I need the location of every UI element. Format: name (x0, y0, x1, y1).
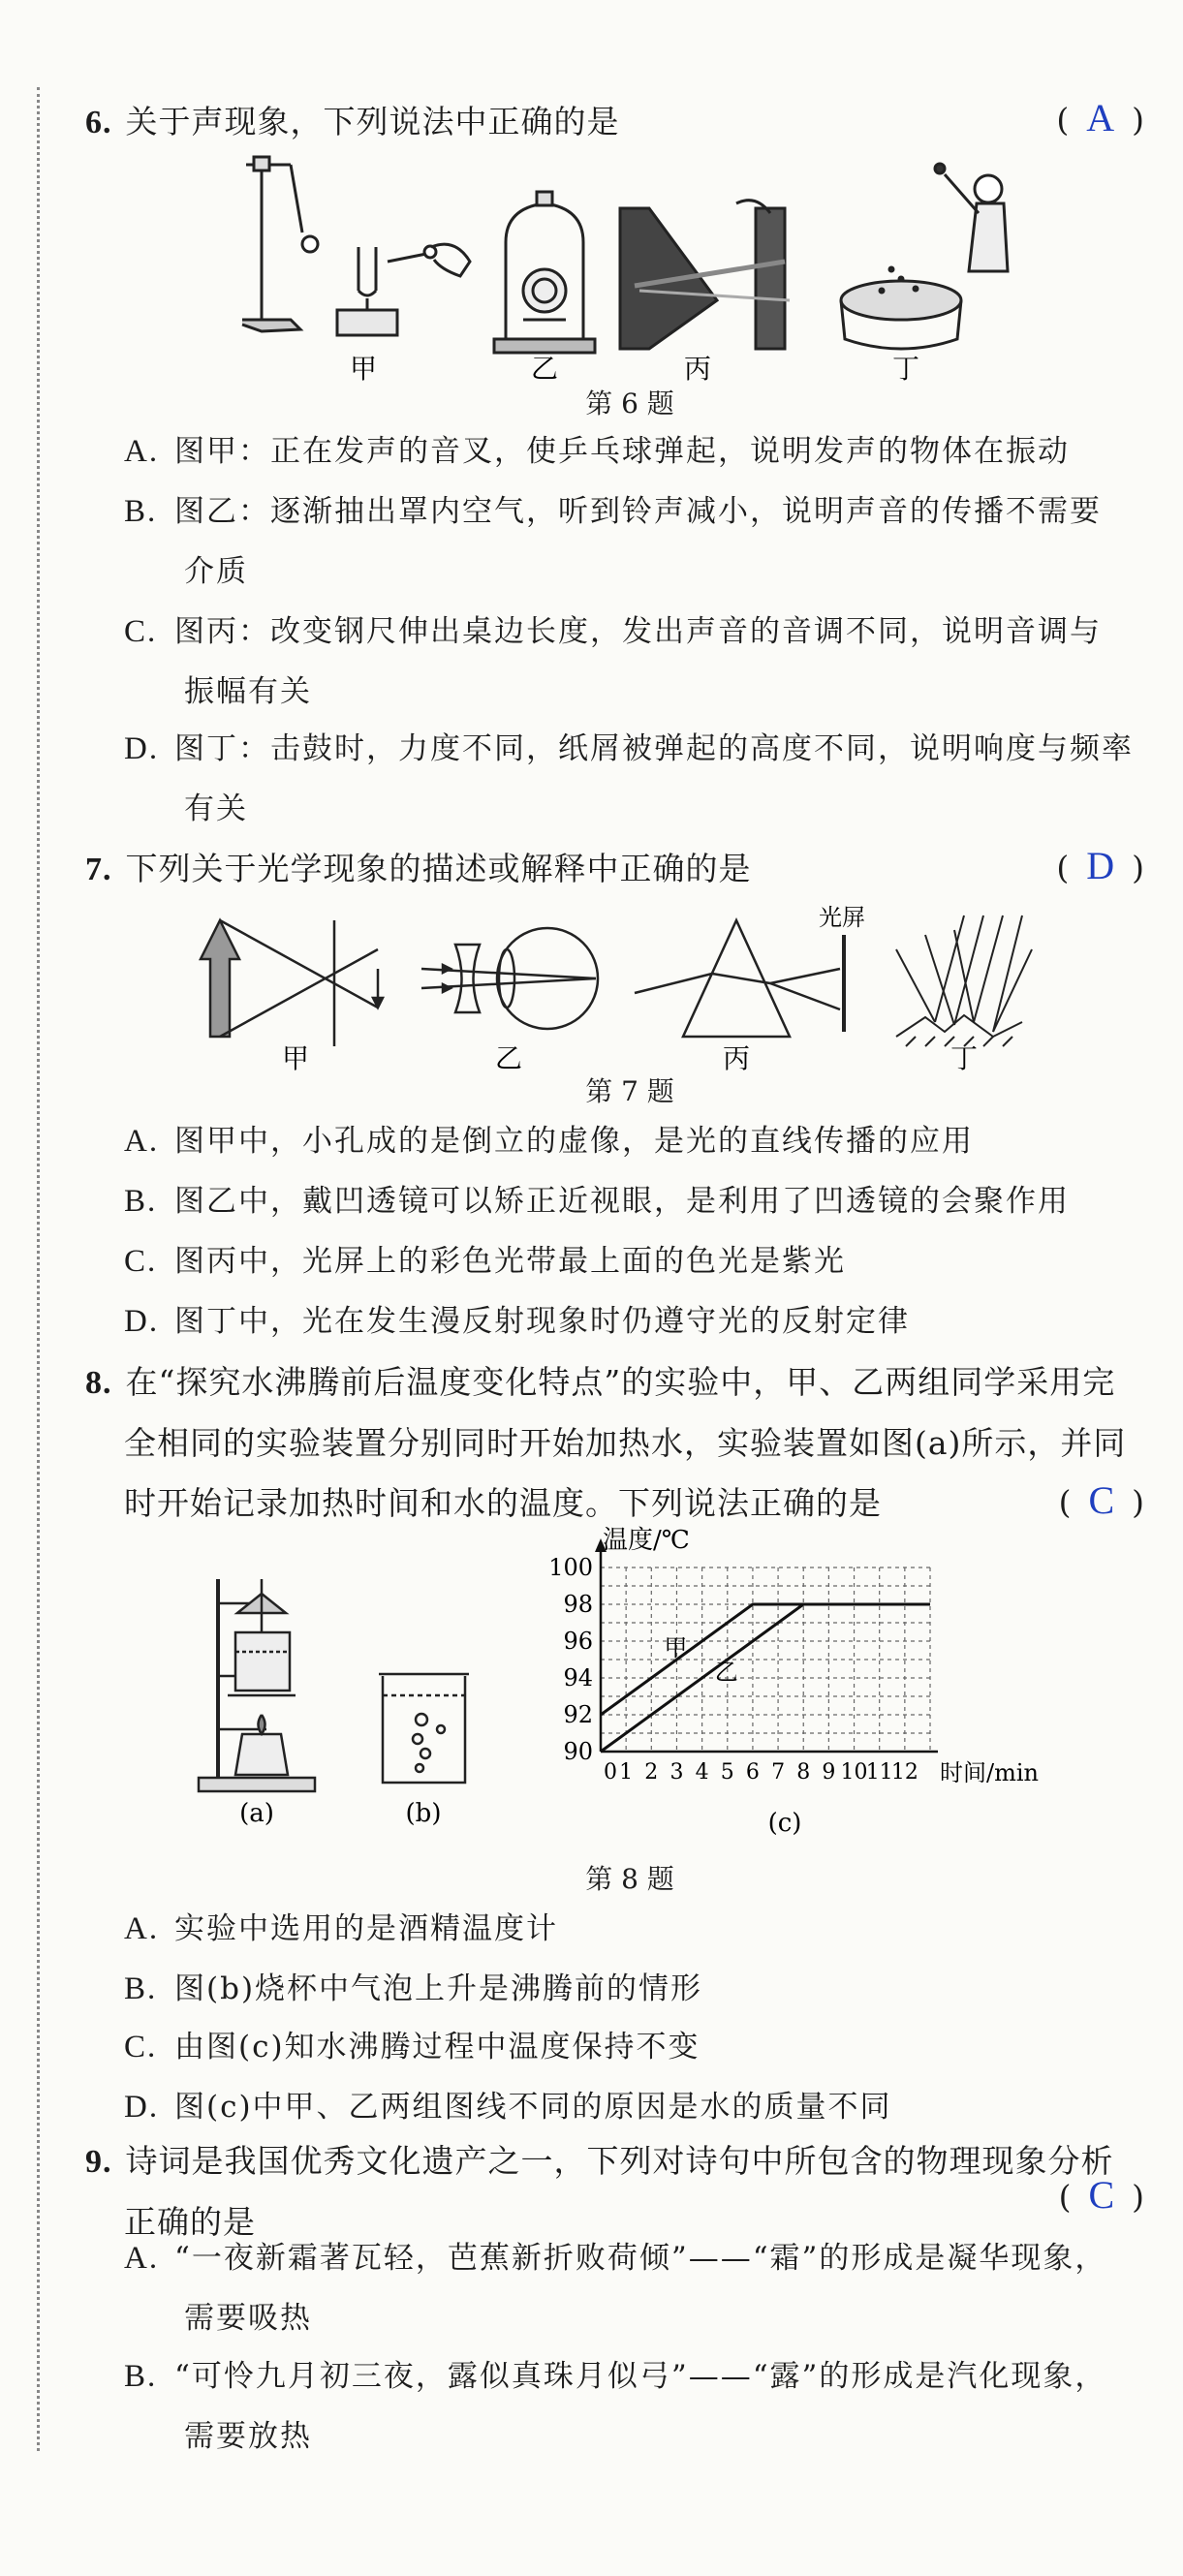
answer-paren-open: ( (1058, 1483, 1072, 1521)
binding-margin-line (37, 87, 40, 2451)
q6-option-a (124, 421, 1135, 481)
option-text: 图丙中，光屏上的彩色光带最上面的色光是紫光 (174, 1244, 846, 1279)
answer-paren-open: ( (1056, 849, 1070, 886)
label-ding: 丁 (891, 353, 920, 385)
option-letter: A. (124, 434, 160, 469)
option-text: 图乙：逐渐抽出罩内空气，听到铃声减小，说明声音的传播不需要 (174, 494, 1102, 529)
q9-option-a (124, 2228, 1135, 2348)
option-text: 图丁：击鼓时，力度不同，纸屑被弹起的高度不同，说明响度与频率 (174, 731, 1134, 766)
option-text: 图甲中，小孔成的是倒立的虚像，是光的直线传播的应用 (174, 1124, 974, 1159)
label-screen: 光屏 (819, 904, 865, 931)
option-text: 实验中选用的是酒精温度计 (174, 1911, 558, 1946)
option-letter: B. (124, 1971, 158, 2006)
option-text: 图甲：正在发声的音叉，使乒乓球弹起，说明发声的物体在振动 (174, 434, 1070, 469)
chart-x-axis-label: 时间/min (940, 1759, 1039, 1786)
q8-option-c (124, 2017, 1135, 2077)
question-8-apparatus (189, 1560, 518, 1831)
chart-series-label: 甲 (664, 1634, 688, 1662)
chart-y-axis-label: 温度/℃ (603, 1526, 690, 1555)
label-bing: 丙 (722, 1042, 751, 1071)
chart-x-tick-label: 1 (619, 1760, 634, 1785)
chart-x-tick-label: 4 (695, 1760, 709, 1785)
q8-option-b (124, 1959, 1135, 2019)
question-7-answer-letter: D (1086, 844, 1115, 887)
chart-x-tick-label: 2 (644, 1760, 659, 1785)
q6-option-b (124, 481, 1135, 602)
question-7-text: 下列关于光学现象的描述或解释中正确的是 (125, 850, 752, 887)
option-letter: A. (124, 1911, 160, 1946)
q7-option-c (124, 1231, 1135, 1291)
question-6-figure (233, 155, 1066, 388)
answer-paren-close: ) (1132, 849, 1144, 886)
label-jia: 甲 (281, 1042, 310, 1071)
chart-x-tick-label: 5 (720, 1760, 734, 1785)
figure-7-caption: 第 7 题 (585, 1075, 674, 1107)
q8-option-d (124, 2077, 1135, 2137)
q6-option-d (124, 719, 1135, 839)
option-text: 由图(c)知水沸腾过程中温度保持不变 (174, 2030, 700, 2064)
label-jia: 甲 (349, 353, 378, 385)
figure-6-caption: 第 6 题 (585, 388, 674, 419)
figure-yi-eye-lens (421, 928, 598, 1029)
option-text-cont: 需要放热 (184, 2419, 312, 2454)
q6-option-c (124, 602, 1135, 722)
figure-bing-ruler (620, 201, 790, 349)
option-letter: D. (124, 731, 160, 766)
figure-ding-diffuse-reflection (896, 916, 1032, 1046)
question-8-line-1: 在“探究水沸腾前后温度变化特点”的实验中，甲、乙两组同学采用完 (125, 1363, 1116, 1401)
answer-paren-close: ) (1132, 101, 1144, 139)
question-8-line-2: 全相同的实验装置分别同时开始加热水，实验装置如图(a)所示，并同 (124, 1424, 1127, 1462)
chart-y-tick-label: 98 (563, 1591, 593, 1618)
chart-y-tick-label: 96 (563, 1628, 593, 1655)
q7-option-b (124, 1171, 1135, 1231)
question-8-number: 8. (85, 1365, 112, 1401)
option-text: 图(c)中甲、乙两组图线不同的原因是水的质量不同 (174, 2090, 892, 2125)
answer-paren-close: ) (1132, 2178, 1144, 2216)
option-text-cont: 需要吸热 (184, 2301, 312, 2336)
chart-y-tick-label: 94 (563, 1664, 593, 1691)
option-letter: C. (124, 614, 158, 649)
question-6-number: 6. (85, 105, 112, 140)
option-text-cont: 振幅有关 (184, 674, 312, 709)
option-letter: C. (124, 1244, 158, 1279)
label-bing: 丙 (683, 353, 712, 385)
option-text: 图乙中，戴凹透镜可以矫正近视眼，是利用了凹透镜的会聚作用 (174, 1184, 1070, 1219)
q8-option-a (124, 1899, 1135, 1959)
chart-series-label: 乙 (714, 1658, 738, 1686)
answer-paren-open: ( (1056, 101, 1070, 139)
question-7-stem (85, 839, 1135, 900)
question-8-chart (523, 1521, 1085, 1841)
chart-y-tick-label: 92 (563, 1701, 593, 1728)
question-6-answer-letter: A (1086, 96, 1115, 140)
figure-jia-tuning-fork (242, 157, 470, 335)
chart-x-tick-label: 8 (796, 1760, 811, 1785)
question-9-line-2: 正确的是 (124, 2203, 256, 2241)
q9-option-b (124, 2346, 1135, 2467)
option-letter: A. (124, 2241, 160, 2276)
option-letter: A. (124, 1124, 160, 1159)
figure-yi-bell-jar (494, 192, 595, 353)
label-c: (c) (767, 1809, 802, 1838)
q7-option-d (124, 1291, 1135, 1351)
option-text: “可怜九月初三夜，露似真珠月似弓”——“露”的形成是汽化现象， (174, 2359, 1107, 2394)
answer-paren-close: ) (1132, 1483, 1144, 1521)
chart-x-tick-label: 9 (822, 1760, 836, 1785)
chart-x-tick-label: 10 (840, 1760, 868, 1785)
question-8-answer (1059, 1477, 1144, 1523)
question-9-number: 9. (85, 2144, 112, 2180)
question-6-stem (85, 92, 1135, 153)
figure-b-beaker (379, 1674, 469, 1783)
question-7-answer (1056, 843, 1144, 888)
figure-a-heating-setup (199, 1579, 315, 1791)
answer-paren-open: ( (1058, 2178, 1072, 2216)
figure-8-caption: 第 8 题 (585, 1863, 674, 1895)
option-letter: B. (124, 2359, 158, 2394)
option-text: “一夜新霜著瓦轻，芭蕉新折败荷倾”——“霜”的形成是凝华现象， (174, 2241, 1107, 2276)
question-8-answer-letter: C (1088, 1478, 1115, 1522)
question-9-answer-letter: C (1088, 2173, 1115, 2217)
label-b: (b) (405, 1799, 442, 1828)
option-text: 图丙：改变钢尺伸出桌边长度，发出声音的音调不同，说明音调与 (174, 614, 1102, 649)
label-yi: 乙 (530, 353, 559, 385)
option-letter: B. (124, 494, 158, 529)
chart-x-tick-label: 0 (604, 1760, 617, 1785)
chart-x-tick-label: 12 (890, 1760, 918, 1785)
question-7-figure (189, 901, 1061, 1071)
chart-x-tick-label: 6 (745, 1760, 760, 1785)
question-6-answer (1056, 95, 1144, 140)
label-yi: 乙 (494, 1042, 523, 1071)
chart-x-tick-label: 3 (669, 1760, 684, 1785)
figure-jia-pinhole (201, 920, 383, 1046)
option-text-cont: 介质 (184, 554, 248, 589)
question-7-number: 7. (85, 852, 112, 887)
question-8-stem (85, 1352, 1135, 1534)
option-letter: D. (124, 1304, 160, 1339)
q7-option-a (124, 1111, 1135, 1171)
label-a: (a) (239, 1799, 274, 1828)
chart-x-tick-label: 11 (865, 1760, 893, 1785)
figure-bing-prism (635, 920, 844, 1037)
chart-grid (601, 1567, 930, 1752)
question-8-line-3: 时开始记录加热时间和水的温度。下列说法正确的是 (124, 1484, 882, 1522)
question-9-answer (1059, 2172, 1144, 2218)
option-text-cont: 有关 (184, 791, 248, 826)
option-letter: C. (124, 2030, 158, 2064)
chart-y-tick-label: 100 (548, 1554, 593, 1581)
option-text: 图(b)烧杯中气泡上升是沸腾前的情形 (174, 1971, 703, 2006)
chart-y-tick-label: 90 (563, 1738, 593, 1765)
option-text: 图丁中，光在发生漫反射现象时仍遵守光的反射定律 (174, 1304, 910, 1339)
chart-x-tick-label: 7 (771, 1760, 786, 1785)
figure-ding-drum (841, 164, 1008, 349)
question-6-text: 关于声现象，下列说法中正确的是 (125, 103, 620, 140)
option-letter: B. (124, 1184, 158, 1219)
option-letter: D. (124, 2090, 160, 2125)
label-ding: 丁 (950, 1042, 979, 1071)
question-9-line-1: 诗词是我国优秀文化遗产之一，下列对诗句中所包含的物理现象分析 (125, 2142, 1114, 2180)
